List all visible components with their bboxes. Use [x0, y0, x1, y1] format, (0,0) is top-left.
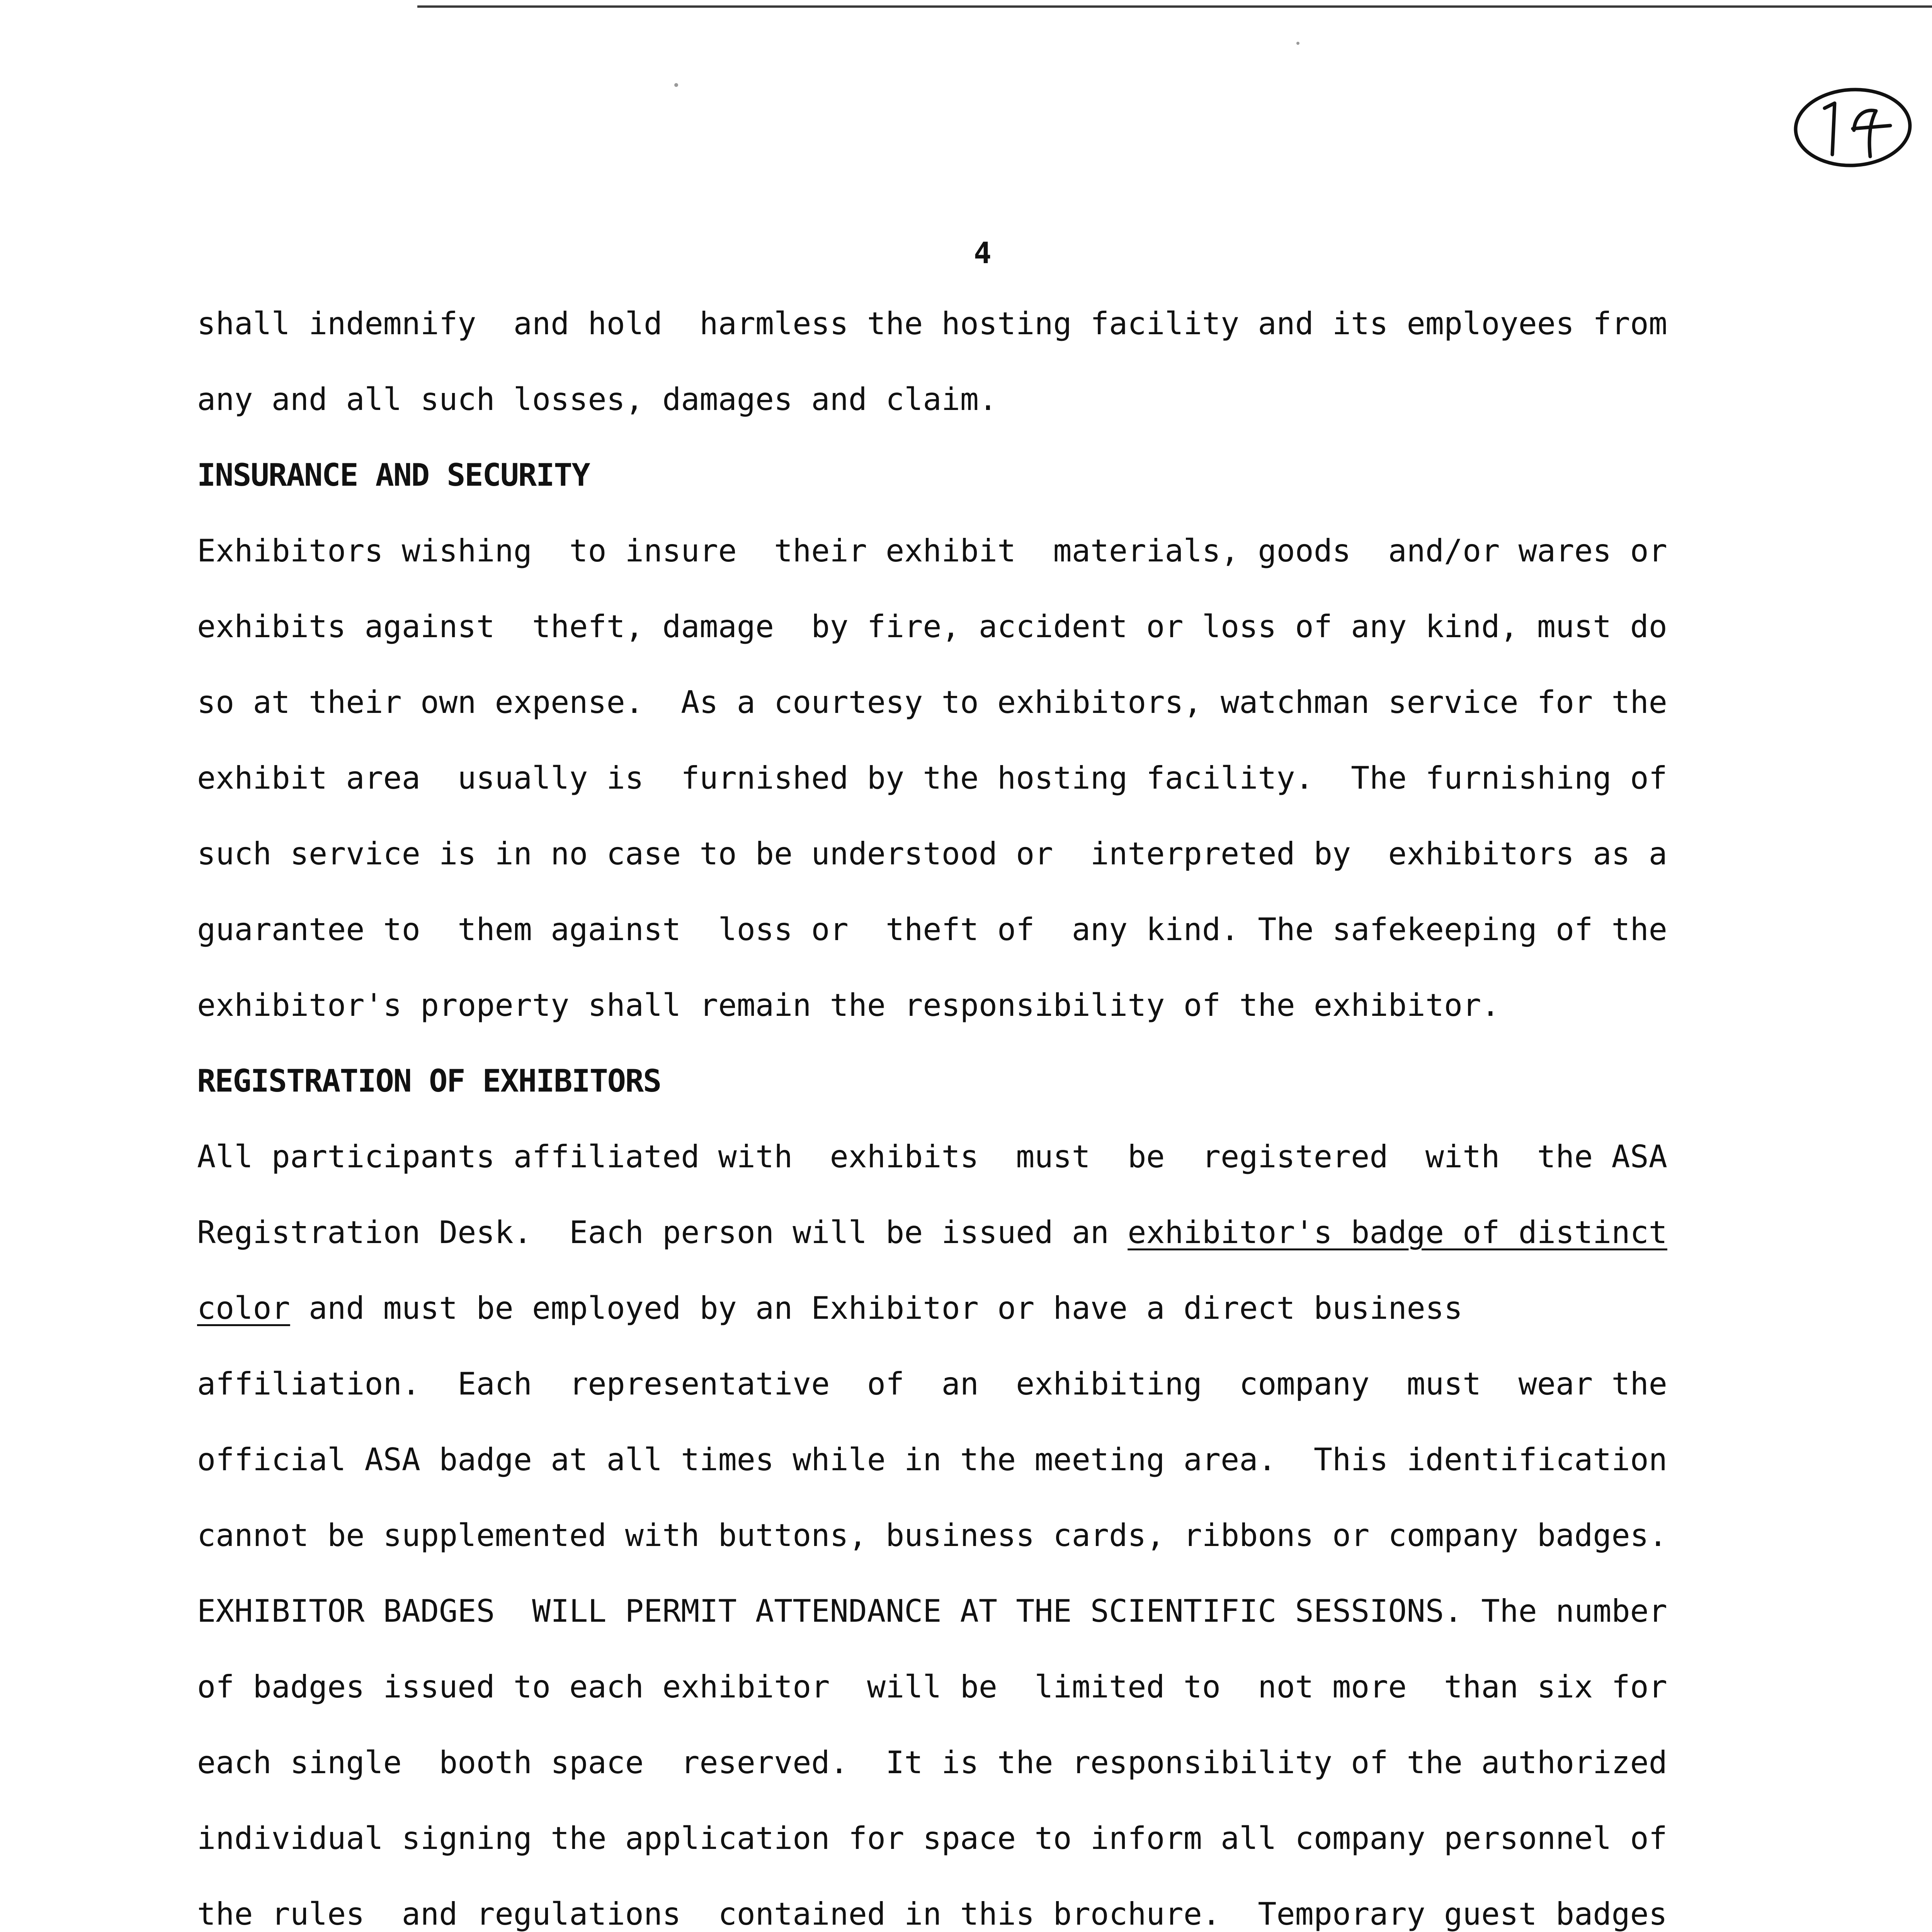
- body-line: individual signing the application for space to inform all company personnel of: [197, 1820, 1667, 1856]
- body-line: shall indemnify and hold harmless the hosting facility and its employees from: [197, 306, 1667, 342]
- body-line: cannot be supplemented with buttons, business cards, ribbons or company badges.: [197, 1517, 1667, 1553]
- page-number: 4: [974, 236, 992, 270]
- body-line: [197, 1270, 1774, 1346]
- document-body: [197, 286, 1774, 1932]
- body-line: affiliation. Each representative of an exhibiting company must wear the: [197, 1366, 1667, 1402]
- body-line: guarantee to them against loss or theft of any kind. The safekeeping of the: [197, 912, 1667, 947]
- body-line: official ASA badge at all times while in the meeting area. This identification: [197, 1442, 1667, 1478]
- body-line: of badges issued to each exhibitor will be limited to not more than six for: [197, 1669, 1667, 1705]
- body-line: any and all such losses, damages and claim.: [197, 381, 998, 417]
- body-line: exhibitor's property shall remain the responsibility of the exhibitor.: [197, 987, 1500, 1023]
- underlined-text: exhibitor's badge of distinct: [1128, 1214, 1667, 1250]
- section-heading-insurance: INSURANCE AND SECURITY: [197, 457, 590, 493]
- body-text-span: Registration Desk. Each person will be issued an: [197, 1214, 1128, 1250]
- body-line: such service is in no case to be understood or interpreted by exhibitors as a: [197, 836, 1667, 872]
- body-line: the rules and regulations contained in this brochure. Temporary guest badges: [197, 1896, 1667, 1932]
- handwritten-page-mark: [1789, 83, 1917, 172]
- body-line: [197, 1195, 1774, 1270]
- section-heading-registration: REGISTRATION OF EXHIBITORS: [197, 1063, 661, 1099]
- body-line: so at their own expense. As a courtesy to exhibitors, watchman service for the: [197, 684, 1667, 720]
- underlined-text: color: [197, 1290, 290, 1326]
- body-line: EXHIBITOR BADGES WILL PERMIT ATTENDANCE AT THE SCIENTIFIC SESSIONS. The number: [197, 1593, 1667, 1629]
- scan-speck: [1296, 42, 1299, 45]
- body-line: exhibit area usually is furnished by the hosting facility. The furnishing of: [197, 760, 1667, 796]
- body-line: All participants affiliated with exhibits must be registered with the ASA: [197, 1139, 1667, 1175]
- body-text-span: and must be employed by an Exhibitor or have a direct business: [290, 1290, 1463, 1326]
- body-line: Exhibitors wishing to insure their exhibit materials, goods and/or wares or: [197, 533, 1667, 569]
- body-line: exhibits against theft, damage by fire, accident or loss of any kind, must do: [197, 609, 1667, 645]
- top-scan-rule: [417, 5, 1932, 8]
- scan-speck: [674, 83, 678, 87]
- body-line: each single booth space reserved. It is the responsibility of the authorized: [197, 1745, 1667, 1781]
